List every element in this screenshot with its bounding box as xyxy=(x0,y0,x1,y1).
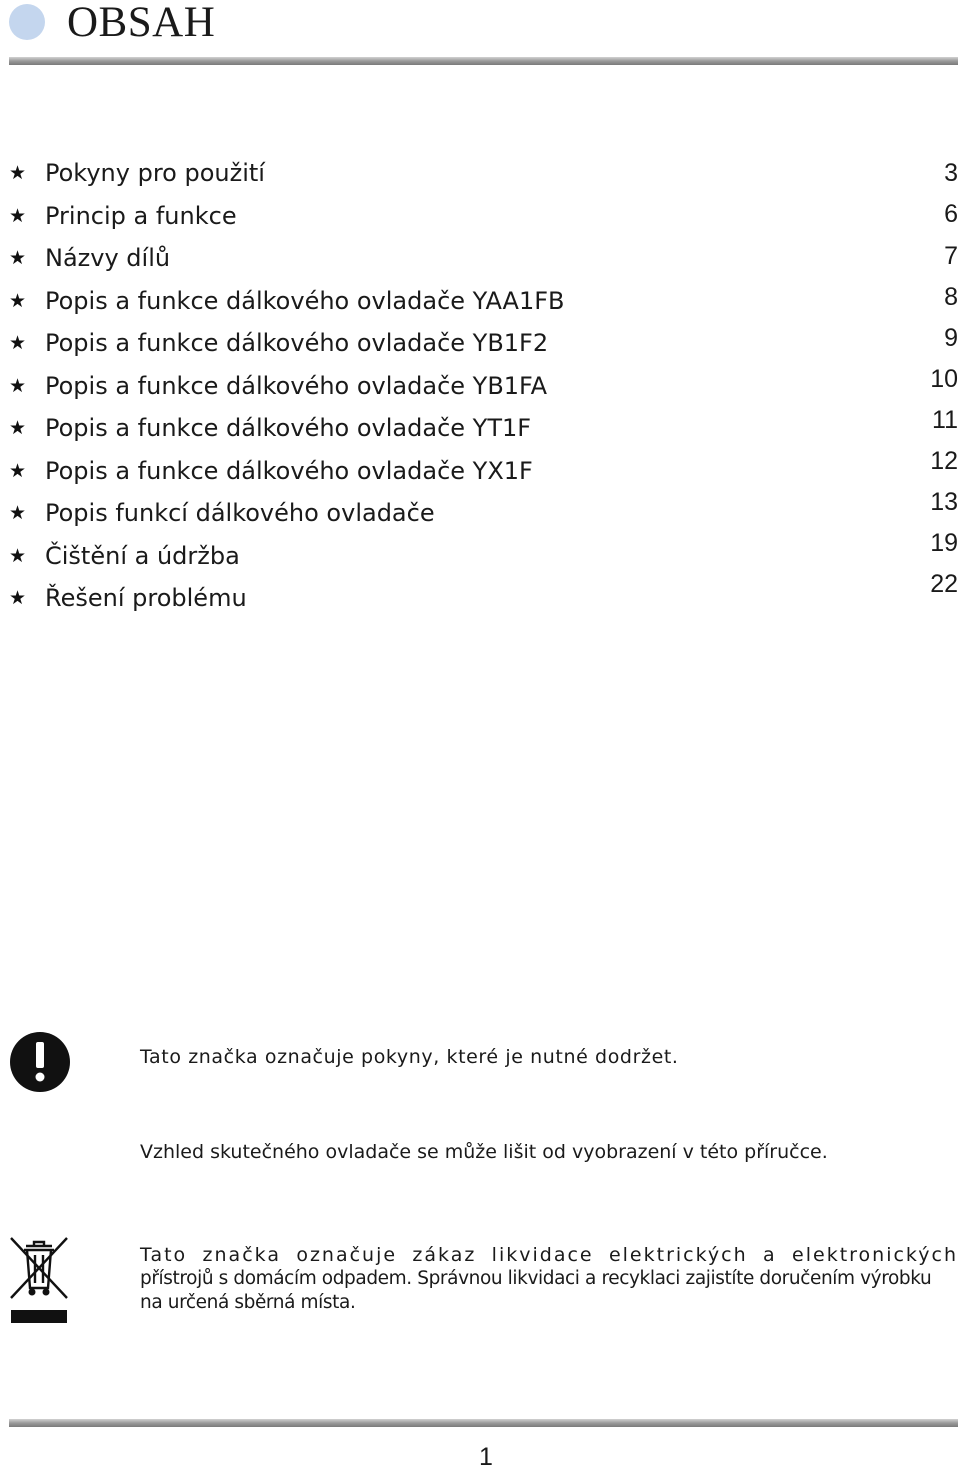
warning-notice-text: Tato značka označuje pokyny, které je nutné dodržet. xyxy=(140,1046,679,1068)
header-divider xyxy=(9,57,958,65)
toc-item[interactable] xyxy=(0,152,960,192)
toc-item-label: Popis a funkce dálkového ovladače YT1F xyxy=(45,414,532,442)
toc-item[interactable] xyxy=(0,529,960,575)
toc-item[interactable] xyxy=(0,447,960,490)
toc-item-page: 9 xyxy=(944,324,958,352)
star-icon: ★ xyxy=(9,587,27,609)
page-title: OBSAH xyxy=(67,0,216,46)
toc-item-page: 7 xyxy=(944,242,958,270)
toc-item-page: 10 xyxy=(930,365,958,393)
toc-item-label: Popis funkcí dálkového ovladače xyxy=(45,499,435,527)
toc-item[interactable] xyxy=(0,570,960,617)
toc-item-label: Pokyny pro použití xyxy=(45,159,265,187)
toc-item-page: 22 xyxy=(930,570,958,598)
toc-item-label: Popis a funkce dálkového ovladače YB1FA xyxy=(45,372,548,400)
footer-divider xyxy=(9,1419,958,1427)
toc-item-label: Názvy dílů xyxy=(45,244,171,272)
toc-item[interactable] xyxy=(0,280,960,320)
weee-notice-text: přístrojů s domácím odpadem. Správnou likvidaci a recyklaci zajistíte doručením výrobku na určená sběrná místa. xyxy=(140,1268,932,1313)
toc-item-label: Řešení problému xyxy=(45,584,247,612)
star-icon: ★ xyxy=(9,332,27,354)
page-number: 1 xyxy=(479,1443,493,1471)
star-icon: ★ xyxy=(9,375,27,397)
toc-item[interactable] xyxy=(0,195,960,235)
toc-item-label: Princip a funkce xyxy=(45,202,237,230)
toc-item[interactable] xyxy=(0,322,960,362)
star-icon: ★ xyxy=(9,417,27,439)
toc-item[interactable] xyxy=(0,365,960,405)
star-icon: ★ xyxy=(9,502,27,524)
toc-item-page: 8 xyxy=(944,283,958,311)
star-icon: ★ xyxy=(9,162,27,184)
star-icon: ★ xyxy=(9,545,27,567)
toc-item-page: 19 xyxy=(930,529,958,557)
toc-item[interactable] xyxy=(0,407,960,447)
toc-item-page: 13 xyxy=(930,488,958,516)
crossed-out-wheelie-bin-icon xyxy=(9,1234,69,1326)
toc-item-label: Popis a funkce dálkového ovladače YAA1FB xyxy=(45,287,565,315)
toc-item-page: 3 xyxy=(944,159,958,187)
star-icon: ★ xyxy=(9,460,27,482)
star-icon: ★ xyxy=(9,247,27,269)
toc-item-label: Popis a funkce dálkového ovladače YB1F2 xyxy=(45,329,549,357)
toc-item-page: 6 xyxy=(944,200,958,228)
toc-item-page: 12 xyxy=(930,447,958,475)
appearance-notice-text: Vzhled skutečného ovladače se může lišit od vyobrazení v této příručce. xyxy=(140,1141,828,1163)
toc-item-page: 11 xyxy=(932,406,958,434)
header-dot-icon xyxy=(9,4,45,40)
weee-notice xyxy=(140,1243,958,1315)
toc-item-label: Popis a funkce dálkového ovladače YX1F xyxy=(45,457,533,485)
star-icon: ★ xyxy=(9,290,27,312)
exclamation-warning-icon xyxy=(9,1031,71,1093)
weee-notice-line1: Tato značka označuje zákaz likvidace elektrických a elektronických xyxy=(140,1244,958,1266)
star-icon: ★ xyxy=(9,205,27,227)
toc-item[interactable] xyxy=(0,237,960,277)
toc-item[interactable] xyxy=(0,488,960,532)
toc-item-label: Čištění a údržba xyxy=(45,542,240,570)
